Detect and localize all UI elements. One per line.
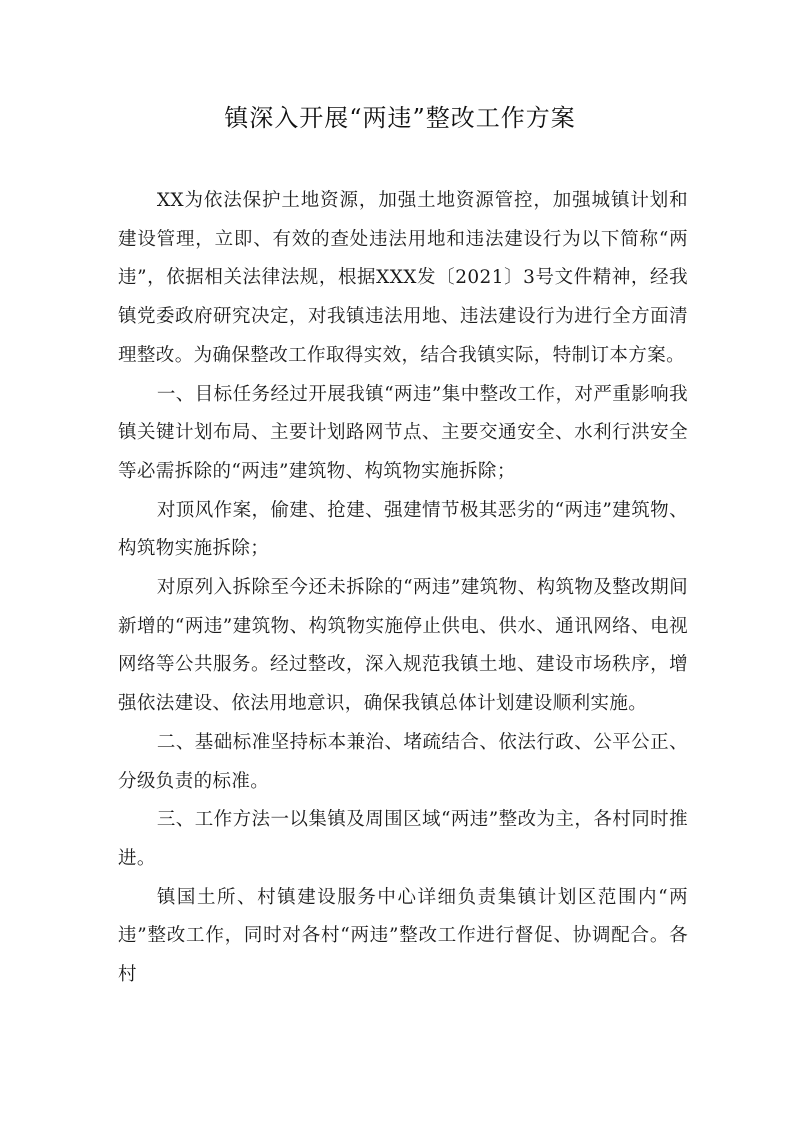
paragraph-methods: 三、工作方法一以集镇及周围区域“两违”整改为主，各村同时推进。 [118, 809, 688, 869]
paragraph-responsibilities: 镇国土所、村镇建设服务中心详细负责集镇计划区范围内“两违”整改工作，同时对各村“两违”整改工作进行督促、协调配合。各村 [118, 886, 688, 986]
paragraph-principles: 二、基础标准坚持标本兼治、堵疏结合、依法行政、公平公正、分级负责的标准。 [118, 731, 688, 792]
document-title: 镇深入开展“两违”整改工作方案 [224, 104, 576, 132]
paragraph-defiant-builds: 对顶风作案，偷建、抢建、强建情节极其恶劣的“两违”建筑物、构筑物实施拆除； [118, 499, 688, 560]
paragraph-goals: 一、目标任务经过开展我镇“两违”集中整改工作，对严重影响我镇关键计划布局、主要计划路网节点、主要交通安全、水利行洪安全等必需拆除的“两违”建筑物、构筑物实施拆除； [118, 383, 688, 482]
paragraph-service-cutoff: 对原列入拆除至今还未拆除的“两违”建筑物、构筑物及整改期间新增的“两违”建筑物、构筑物实施停止供电、供水、通讯网络、电视网络等公共服务。经过整改，深入规范我镇土地、建设市场秩序，增强依法建设、依法用地意识，确保我镇总体计划建设顺利实施。 [118, 577, 688, 715]
paragraph-intro: XX为依法保护土地资源，加强土地资源管控，加强城镇计划和建设管理，立即、有效的查处违法用地和违法建设行为以下简称“两违”，依据相关法律法规，根据XXX发〔2021〕3号文件精神，经我镇党委政府研究决定，对我镇违法用地、违法建设行为进行全方面清理整改。为确保整改工作取得实效，结合我镇实际，特制订本方案。 [118, 190, 688, 366]
document-body [118, 182, 688, 995]
